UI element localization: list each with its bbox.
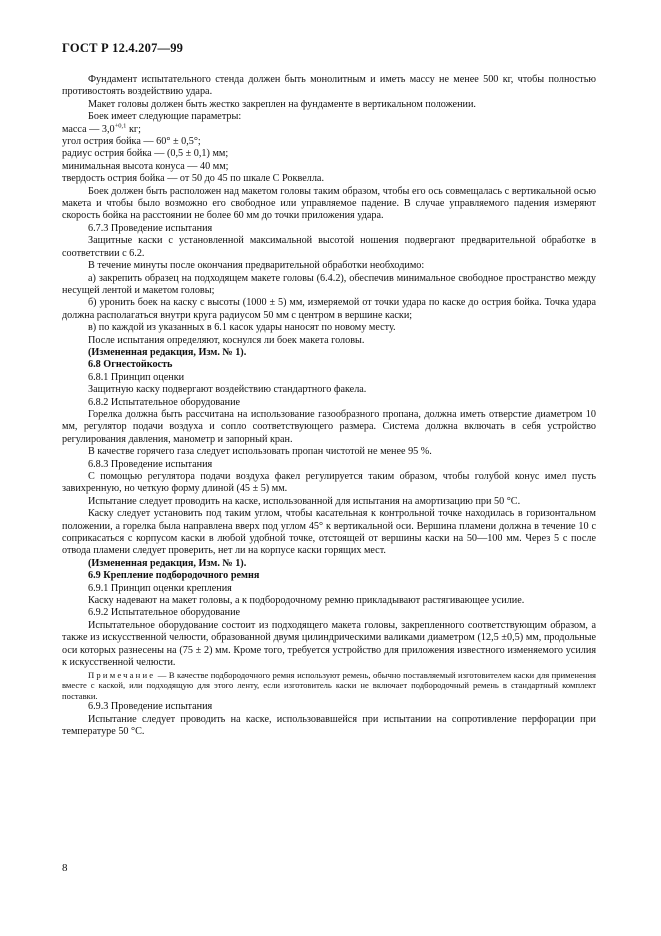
mass-unit: кг; bbox=[126, 123, 141, 135]
parameter-radius: радиус острия бойка — (0,5 ± 0,1) мм; bbox=[62, 148, 229, 160]
paragraph: Каску надевают на макет головы, а к подбородочному ремню прикладывают растягивающее усилие. bbox=[88, 595, 525, 607]
list-item: в) по каждой из указанных в 6.1 касок удары наносят по новому месту. bbox=[88, 322, 396, 334]
note bbox=[62, 670, 596, 702]
paragraph: Защитную каску подвергают воздействию стандартного факела. bbox=[88, 384, 367, 396]
section-heading: 6.8.2 Испытательное оборудование bbox=[88, 396, 241, 408]
document-body bbox=[62, 74, 596, 739]
paragraph: Испытание следует проводить на каске, использовавшейся при испытании на сопротивление перфорации при температуре 50 °С. bbox=[62, 713, 596, 738]
list-item: а) закрепить образец на подходящем макете головы (6.4.2), обеспечив минимальное свободное пространство между несущей лентой и макетом головы; bbox=[62, 272, 596, 296]
parameter-cone-height: минимальная высота конуса — 40 мм; bbox=[62, 160, 229, 172]
section-heading: 6.8.1 Принцип оценки bbox=[88, 371, 185, 383]
amendment-note: (Измененная редакция, Изм. № 1). bbox=[88, 557, 247, 569]
section-title: 6.8 Огнестойкость bbox=[88, 359, 173, 371]
mass-text: масса — 3,0 bbox=[62, 123, 115, 135]
paragraph: Боек имеет следующие параметры: bbox=[88, 111, 242, 123]
section-heading: 6.9.3 Проведение испытания bbox=[88, 701, 213, 713]
paragraph: Макет головы должен быть жестко закреплен на фундаменте в вертикальном положении. bbox=[88, 98, 476, 110]
section-heading: 6.9.2 Испытательное оборудование bbox=[88, 607, 241, 619]
paragraph: В качестве горячего газа следует использовать пропан чистотой не менее 95 %. bbox=[88, 446, 432, 458]
section-title: 6.9 Крепление подбородочного ремня bbox=[88, 570, 260, 582]
amendment-note: (Измененная редакция, Изм. № 1). bbox=[88, 346, 247, 358]
mass-tolerance: +0,1 bbox=[114, 122, 127, 130]
parameter-angle: угол острия бойка — 60° ± 0,5°; bbox=[62, 136, 201, 148]
parameter-mass bbox=[62, 124, 596, 136]
paragraph: Боек должен быть расположен над макетом головы таким образом, чтобы его ось совмещалась с вертикальной осью макета и чтобы было возможно его свободное или управляемое падение. В случае управляемого падения измеряют скорость бойка на расстоянии не более 60 мм до точки приложения удара. bbox=[62, 185, 596, 222]
paragraph: Испытание следует проводить на каске, использованной для испытания на амортизацию при 50 °С. bbox=[88, 495, 521, 507]
section-heading: 6.8.3 Проведение испытания bbox=[88, 458, 213, 470]
paragraph: Каску следует установить под таким углом, чтобы касательная к контрольной точке находилась в горизонтальном положении, а горелка была направлена вверх под углом 45° к вертикальной оси. Вершина пламени должна в течение 10 с соприкасаться с корпусом каски в любой удобной точке, отстоящей от вершины каски на 50—100 мм. Через 5 с после отвода пламени следует проверить, нет ли на корпусе каски горящих мест. bbox=[62, 508, 596, 557]
paragraph: Фундамент испытательного стенда должен быть монолитным и иметь массу не менее 500 кг, чтобы полностью противостоять воздействию удара. bbox=[62, 74, 596, 98]
page-number: 8 bbox=[62, 862, 68, 874]
list-item: б) уронить боек на каску с высоты (1000 ± 5) мм, измеряемой от точки удара по каске до острия бойка. Точка удара должна располагаться внутри круга радиусом 50 мм с центром в вершине каски; bbox=[62, 297, 596, 321]
paragraph: Испытательное оборудование состоит из подходящего макета головы, закрепленного соответствующим образом, а также из искусственной челюсти, образованной двумя цилиндрическими валиками диаметром (12,5 ±0,5) мм, продольные оси которых разнесены на (75 ± 2) мм. Кроме того, требуется устройство для приложения известного изменяемого усилия к искусственной челюсти. bbox=[62, 619, 596, 669]
paragraph: С помощью регулятора подачи воздуха факел регулируется таким образом, чтобы голубой конус имел пусть завихренную, но четкую форму длиной (45 ± 5) мм. bbox=[62, 471, 596, 495]
note-label: Примечание bbox=[88, 669, 156, 680]
note-text: — В качестве подбородочного ремня используют ремень, обычно поставляемый изготовителем каски для применения вместе с каской, или подходящую для этого ленту, если изготовитель каски не включает подбородочный ремень в стандартный комплект поставки. bbox=[62, 669, 596, 701]
section-heading: 6.9.1 Принцип оценки крепления bbox=[88, 582, 232, 594]
paragraph: После испытания определяют, коснулся ли боек макета головы. bbox=[88, 334, 365, 346]
paragraph: Горелка должна быть рассчитана на использование газообразного пропана, должна иметь отверстие диаметром 10 мм, регулятор подачи воздуха и сопло соответствующего размера. Система должна включать в себя устройство регулирования давления, манометр и запорный кран. bbox=[62, 408, 596, 445]
parameter-hardness: твердость острия бойка — от 50 до 45 по шкале С Роквелла. bbox=[62, 173, 324, 185]
document-header: ГОСТ Р 12.4.207—99 bbox=[62, 41, 184, 55]
section-heading: 6.7.3 Проведение испытания bbox=[88, 222, 213, 234]
paragraph: В течение минуты после окончания предварительной обработки необходимо: bbox=[88, 260, 425, 272]
paragraph: Защитные каски с установленной максимальной высотой ношения подвергают предварительной обработке в соответствии с 6.2. bbox=[62, 235, 596, 259]
